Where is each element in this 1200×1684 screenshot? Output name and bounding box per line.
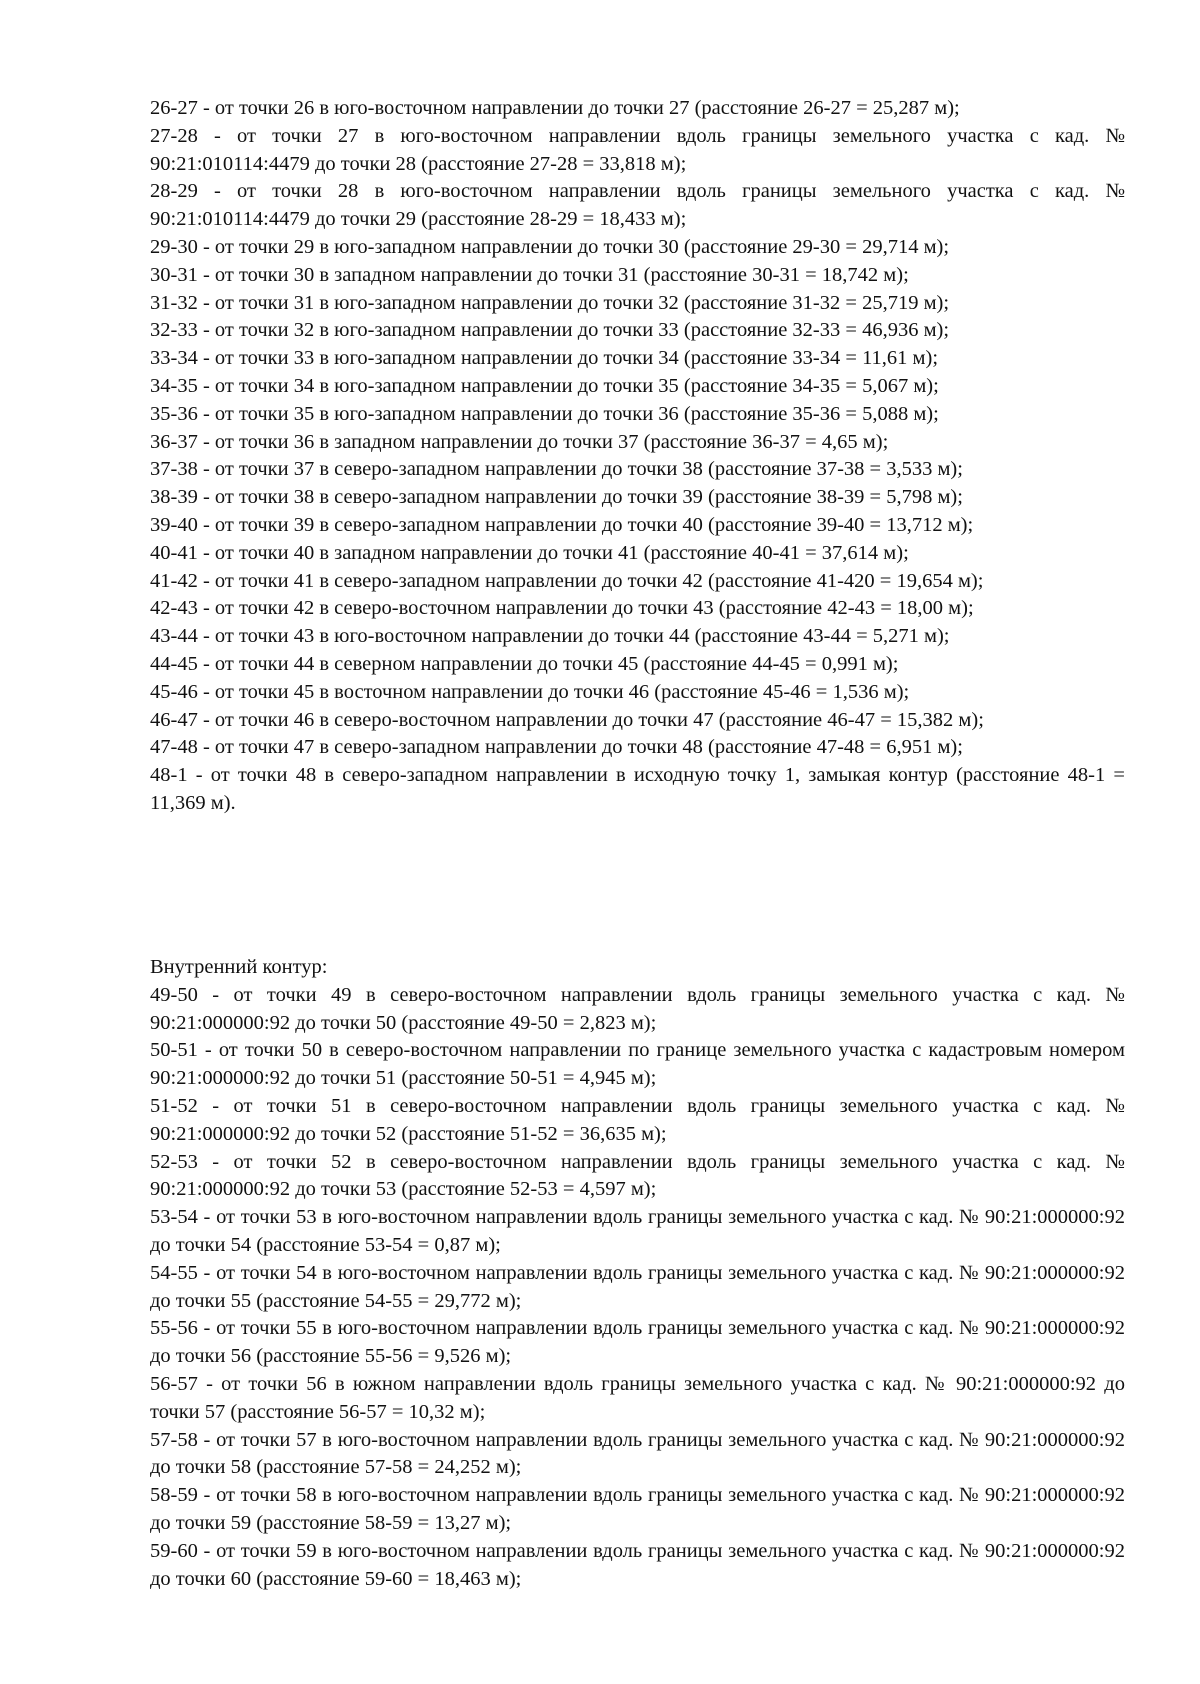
segment-26-27: 26-27 - от точки 26 в юго-восточном направлении до точки 27 (расстояние 26-27 = 25,287 м); [150,97,960,119]
segment-57-58: 57-58 - от точки 57 в юго-восточном направлении вдоль границы земельного участка с кад. № 90:21:000000:92 до точки 58 (расстояние 57-58 = 24,252 м); [150,1428,1125,1479]
segment-48-1: 48-1 - от точки 48 в северо-западном направлении в исходную точку 1, замыкая контур (расстояние 48-1 = 11,369 м). [150,764,1125,814]
segment-52-53: 52-53 - от точки 52 в северо-восточном направлении вдоль границы земельного участка с кад. № 90:21:000000:92 до точки 53 (расстояние 52-53 = 4,597 м); [150,1150,1125,1201]
segment-53-54: 53-54 - от точки 53 в юго-восточном направлении вдоль границы земельного участка с кад. № 90:21:000000:92 до точки 54 (расстояние 53-54 = 0,87 м); [150,1206,1125,1256]
segment-50-51: 50-51 - от точки 50 в северо-восточном направлении по границе земельного участка с кадастровым номером 90:21:000000:92 до точки 51 (расстояние 50-51 = 4,945 м); [150,1039,1125,1090]
segment-59-60: 59-60 - от точки 59 в юго-восточном направлении вдоль границы земельного участка с кад. № 90:21:000000:92 до точки 60 (расстояние 59-60 = 18,463 м); [150,1539,1125,1590]
segment-38-39: 38-39 - от точки 38 в северо-западном направлении до точки 39 (расстояние 38-39 = 5,798 м); [150,486,963,509]
segment-45-46: 45-46 - от точки 45 в восточном направлении до точки 46 (расстояние 45-46 = 1,536 м); [150,680,910,703]
segment-55-56: 55-56 - от точки 55 в юго-восточном направлении вдоль границы земельного участка с кад. № 90:21:000000:92 до точки 56 (расстояние 55-56 = 9,526 м); [150,1317,1125,1368]
segment-47-48: 47-48 - от точки 47 в северо-западном направлении до точки 48 (расстояние 47-48 = 6,951 м); [150,736,963,759]
segment-29-30: 29-30 - от точки 29 в юго-западном направлении до точки 30 (расстояние 29-30 = 29,714 м); [150,235,950,258]
segment-30-31: 30-31 - от точки 30 в западном направлении до точки 31 (расстояние 30-31 = 18,742 м); [150,263,909,286]
segment-33-34: 33-34 - от точки 33 в юго-западном направлении до точки 34 (расстояние 33-34 = 11,61 м); [150,347,939,370]
segment-46-47: 46-47 - от точки 46 в северо-восточном направлении до точки 47 (расстояние 46-47 = 15,382 м); [150,708,984,731]
segment-54-55: 54-55 - от точки 54 в юго-восточном направлении вдоль границы земельного участка с кад. № 90:21:000000:92 до точки 55 (расстояние 54-55 = 29,772 м); [150,1261,1125,1312]
segment-39-40: 39-40 - от точки 39 в северо-западном направлении до точки 40 (расстояние 39-40 = 13,712 м); [150,513,974,536]
segment-35-36: 35-36 - от точки 35 в юго-западном направлении до точки 36 (расстояние 35-36 = 5,088 м); [150,402,939,425]
segment-28-29: 28-29 - от точки 28 в юго-восточном направлении вдоль границы земельного участка с кад. № 90:21:010114:4479 до точки 29 (расстояние 28-29 = 18,433 м); [150,180,1125,231]
segment-56-57: 56-57 - от точки 56 в южном направлении вдоль границы земельного участка с кад. № 90:21:000000:92 до точки 57 (расстояние 56-57 = 10,32 м); [150,1372,1125,1423]
segment-42-43: 42-43 - от точки 42 в северо-восточном направлении до точки 43 (расстояние 42-43 = 18,00 м); [150,597,974,620]
segment-58-59: 58-59 - от точки 58 в юго-восточном направлении вдоль границы земельного участка с кад. № 90:21:000000:92 до точки 59 (расстояние 58-59 = 13,27 м); [150,1484,1125,1534]
outer-contour-section [150,95,1125,818]
segment-49-50: 49-50 - от точки 49 в северо-восточном направлении вдоль границы земельного участка с кад. № 90:21:000000:92 до точки 50 (расстояние 49-50 = 2,823 м); [150,983,1125,1034]
segment-51-52: 51-52 - от точки 51 в северо-восточном направлении вдоль границы земельного участка с кад. № 90:21:000000:92 до точки 52 (расстояние 51-52 = 36,635 м); [150,1094,1125,1145]
segment-34-35: 34-35 - от точки 34 в юго-западном направлении до точки 35 (расстояние 34-35 = 5,067 м); [150,374,939,397]
inner-contour-heading: Внутренний контур: [150,956,328,978]
segment-36-37: 36-37 - от точки 36 в западном направлении до точки 37 (расстояние 36-37 = 4,65 м); [150,430,889,453]
segment-43-44: 43-44 - от точки 43 в юго-восточном направлении до точки 44 (расстояние 43-44 = 5,271 м); [150,625,950,648]
segment-41-42: 41-42 - от точки 41 в северо-западном направлении до точки 42 (расстояние 41-420 = 19,654 м); [150,569,984,592]
segment-40-41: 40-41 - от точки 40 в западном направлении до точки 41 (расстояние 40-41 = 37,614 м); [150,541,909,564]
segment-27-28: 27-28 - от точки 27 в юго-восточном направлении вдоль границы земельного участка с кад. № 90:21:010114:4479 до точки 28 (расстояние 27-28 = 33,818 м); [150,124,1125,175]
inner-contour-section [150,954,1125,1593]
segment-37-38: 37-38 - от точки 37 в северо-западном направлении до точки 38 (расстояние 37-38 = 3,533 м); [150,458,963,481]
segment-44-45: 44-45 - от точки 44 в северном направлении до точки 45 (расстояние 44-45 = 0,991 м); [150,652,899,675]
segment-32-33: 32-33 - от точки 32 в юго-западном направлении до точки 33 (расстояние 32-33 = 46,936 м); [150,319,950,342]
segment-31-32: 31-32 - от точки 31 в юго-западном направлении до точки 32 (расстояние 31-32 = 25,719 м); [150,291,950,314]
